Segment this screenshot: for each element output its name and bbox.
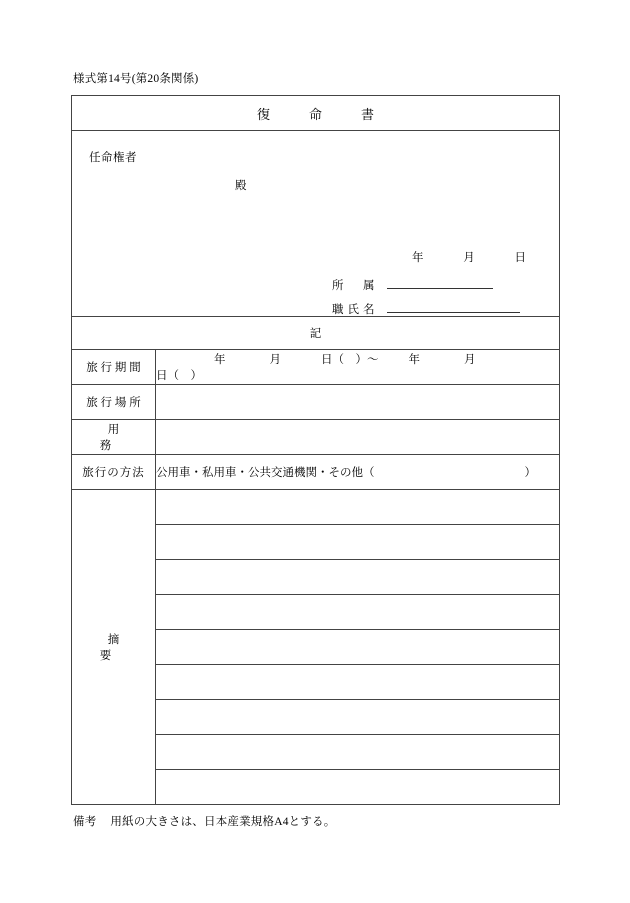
row-label-duty	[72, 420, 191, 455]
table-row	[72, 455, 560, 490]
footer-note-label: 備考	[73, 816, 97, 828]
remarks-line[interactable]	[156, 595, 560, 630]
row-label-travel-period: 旅 行 期 間	[72, 350, 156, 385]
period-start-day: 日（ ）～	[321, 354, 379, 366]
travel-method-other-close: ）	[524, 467, 536, 479]
name-label: 職氏名	[332, 304, 379, 316]
period-end-month: 月	[464, 354, 476, 366]
appointer-label: 任命権者	[89, 152, 137, 164]
remarks-line[interactable]	[156, 525, 560, 560]
remarks-line[interactable]	[156, 490, 560, 525]
ki-row	[72, 317, 560, 350]
name-input[interactable]	[387, 301, 520, 313]
date-day-label: 日	[514, 252, 526, 264]
dono-label: 殿	[235, 180, 247, 192]
remarks-line[interactable]	[156, 770, 560, 805]
period-start-month: 月	[269, 354, 281, 366]
footer-note-text: 用紙の大きさは、日本産業規格A4とする。	[110, 816, 336, 828]
remarks-line[interactable]	[156, 630, 560, 665]
footer-note	[71, 813, 559, 829]
date-year-label: 年	[412, 252, 424, 264]
form-number: 様式第14号(第20条関係)	[73, 73, 199, 85]
table-row	[72, 350, 560, 385]
duty-label-text: 用 務	[99, 424, 191, 452]
document-body	[71, 70, 559, 829]
table-row	[72, 420, 560, 455]
table-row	[72, 385, 560, 420]
period-start-year: 年	[214, 354, 226, 366]
row-value-travel-place[interactable]	[156, 385, 560, 420]
affiliation-input[interactable]	[387, 277, 493, 289]
remarks-line[interactable]	[156, 700, 560, 735]
row-value-travel-method[interactable]	[156, 455, 560, 490]
travel-period-fields	[156, 354, 516, 382]
row-label-travel-method: 旅行の方法	[72, 455, 156, 490]
row-value-duty[interactable]	[156, 420, 560, 455]
affiliation-label: 所 属	[332, 280, 379, 292]
date-month-label: 月	[463, 252, 475, 264]
title-row	[72, 96, 560, 131]
row-label-travel-place: 旅 行 場 所	[72, 385, 156, 420]
document-title: 復 命 書	[257, 106, 388, 122]
date-line	[412, 249, 526, 265]
title-cell	[72, 96, 560, 131]
ki-cell: 記	[72, 317, 560, 350]
table-row	[72, 490, 560, 525]
remarks-line[interactable]	[156, 735, 560, 770]
period-end-year: 年	[408, 354, 420, 366]
name-row	[332, 301, 520, 317]
remarks-line[interactable]	[156, 560, 560, 595]
remarks-line[interactable]	[156, 665, 560, 700]
travel-method-options: 公用車・私用車・公共交通機関・その他（	[156, 467, 375, 479]
remarks-label-text: 摘 要	[99, 634, 191, 662]
period-end-day: 日（ ）	[156, 370, 202, 382]
row-value-travel-period[interactable]	[156, 350, 560, 385]
row-label-remarks	[72, 490, 191, 805]
form-table	[71, 95, 560, 805]
header-block	[72, 131, 560, 317]
affiliation-row	[332, 277, 493, 293]
header-block-row	[72, 131, 560, 317]
